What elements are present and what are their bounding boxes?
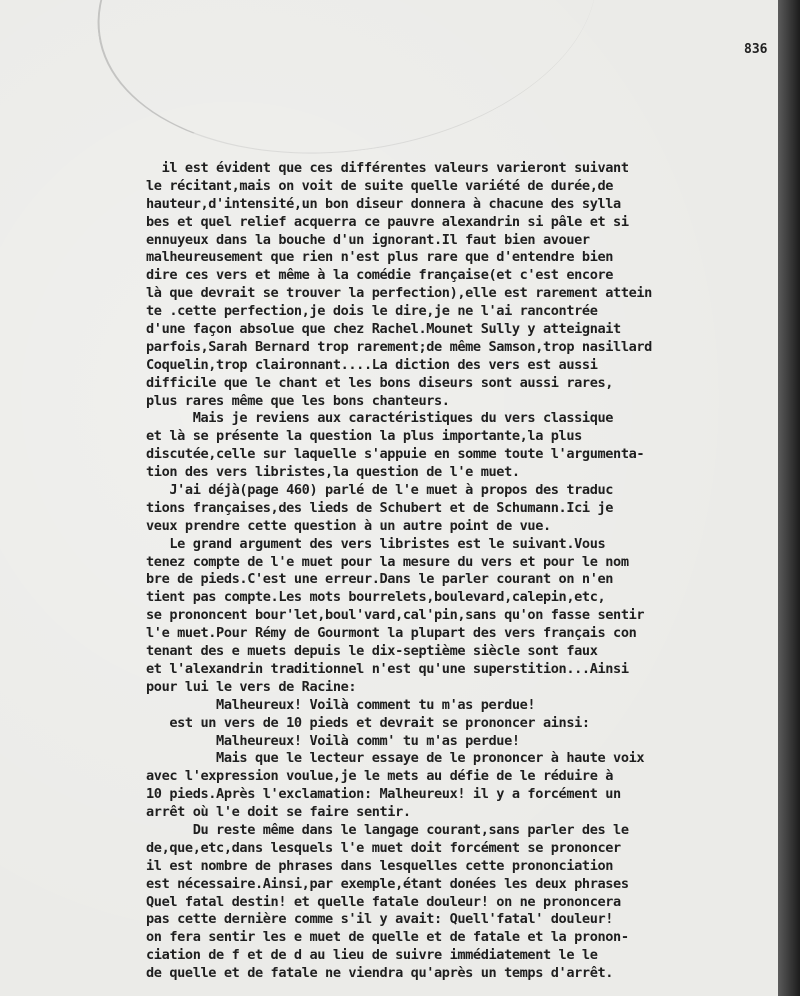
text-line: te .cette perfection,je dois le dire,je ne l'ai rancontrée [146,303,598,320]
text-line: on fera sentir les e muet de quelle et de fatale et la pronon- [146,929,629,946]
text-line: bre de pieds.C'est une erreur.Dans le parler courant on n'en [146,571,614,588]
text-line: Coquelin,trop claironnant....La diction des vers est aussi [146,356,598,373]
text-line: tenez compte de l'e muet pour la mesure du vers et pour le nom [146,553,629,570]
text-line: bes et quel relief acquerra ce pauvre alexandrin si pâle et si [146,213,629,230]
text-line: Le grand argument des vers libristes est le suivant.Vous [146,535,606,552]
text-line: Du reste même dans le langage courant,sans parler des le [146,821,629,838]
text-line: hauteur,d'intensité,un bon diseur donnera à chacune des sylla [146,195,621,212]
text-line: avec l'expression voulue,je le mets au défie de le réduire à [146,768,614,785]
text-line: est nécessaire.Ainsi,par exemple,étant donées les deux phrases [146,875,629,892]
text-line: le récitant,mais on voit de suite quelle variété de durée,de [146,177,614,194]
text-line: arrêt où l'e doit se faire sentir. [146,804,411,821]
text-line: J'ai déjà(page 460) parlé de l'e muet à propos des traduc [146,482,614,499]
text-line: il est nombre de phrases dans lesquelles cette prononciation [146,857,614,874]
body-text [146,160,778,983]
text-line: pas cette dernière comme s'il y avait: Quell'fatal' douleur! [146,911,614,928]
text-line: tenant des e muets depuis le dix-septième siècle sont faux [146,643,598,660]
text-line: malheureusement que rien n'est plus rare que d'entendre bien [146,249,614,266]
text-line: veux prendre cette question à un autre point de vue. [146,517,551,534]
text-line: Malheureux! Voilà comm' tu m'as perdue! [146,732,520,749]
text-line: de quelle et de fatale ne viendra qu'après un temps d'arrêt. [146,965,614,982]
text-line: l'e muet.Pour Rémy de Gourmont la plupart des vers français con [146,625,637,642]
text-line: Mais que le lecteur essaye de le prononcer à haute voix [146,750,645,767]
text-line: ciation de f et de d au lieu de suivre immédiatement le le [146,947,598,964]
text-line: Quel fatal destin! et quelle fatale douleur! on ne prononcera [146,893,621,910]
text-line: difficile que le chant et les bons diseurs sont aussi rares, [146,374,614,391]
text-line: plus rares même que les bons chanteurs. [146,392,450,409]
text-line: tient pas compte.Les mots bourrelets,boulevard,calepin,etc, [146,589,606,606]
text-line: est un vers de 10 pieds et devrait se prononcer ainsi: [146,714,590,731]
text-line: 10 pieds.Après l'exclamation: Malheureux! il y a forcément un [146,786,621,803]
text-line: ennuyeux dans la bouche d'un ignorant.Il faut bien avouer [146,231,590,248]
text-line: dire ces vers et même à la comédie française(et c'est encore [146,267,614,284]
paper-crease [77,0,616,184]
page-number: 836 [744,42,768,57]
text-line: et l'alexandrin traditionnel n'est qu'une superstition...Ainsi [146,660,629,677]
text-line: tions françaises,des lieds de Schubert et de Schumann.Ici je [146,499,614,516]
text-line: il est évident que ces différentes valeurs varieront suivant [146,160,629,176]
text-line: et là se présente la question la plus importante,la plus [146,428,582,445]
text-line: tion des vers libristes,la question de l'e muet. [146,464,520,481]
text-line: parfois,Sarah Bernard trop rarement;de même Samson,trop nasillard [146,338,652,355]
text-line: d'une façon absolue que chez Rachel.Mounet Sully y atteignait [146,321,621,338]
text-line: là que devrait se trouver la perfection),elle est rarement attein [146,285,652,302]
scan-edge [778,0,800,996]
text-line: discutée,celle sur laquelle s'appuie en somme toute l'argumenta- [146,446,645,463]
text-line: Mais je reviens aux caractéristiques du vers classique [146,410,614,427]
text-line: pour lui le vers de Racine: [146,678,357,695]
text-line: Malheureux! Voilà comment tu m'as perdue! [146,696,536,713]
text-line: de,que,etc,dans lesquels l'e muet doit forcément se prononcer [146,839,621,856]
text-line: se prononcent bour'let,boul'vard,cal'pin,sans qu'on fasse sentir [146,607,645,624]
